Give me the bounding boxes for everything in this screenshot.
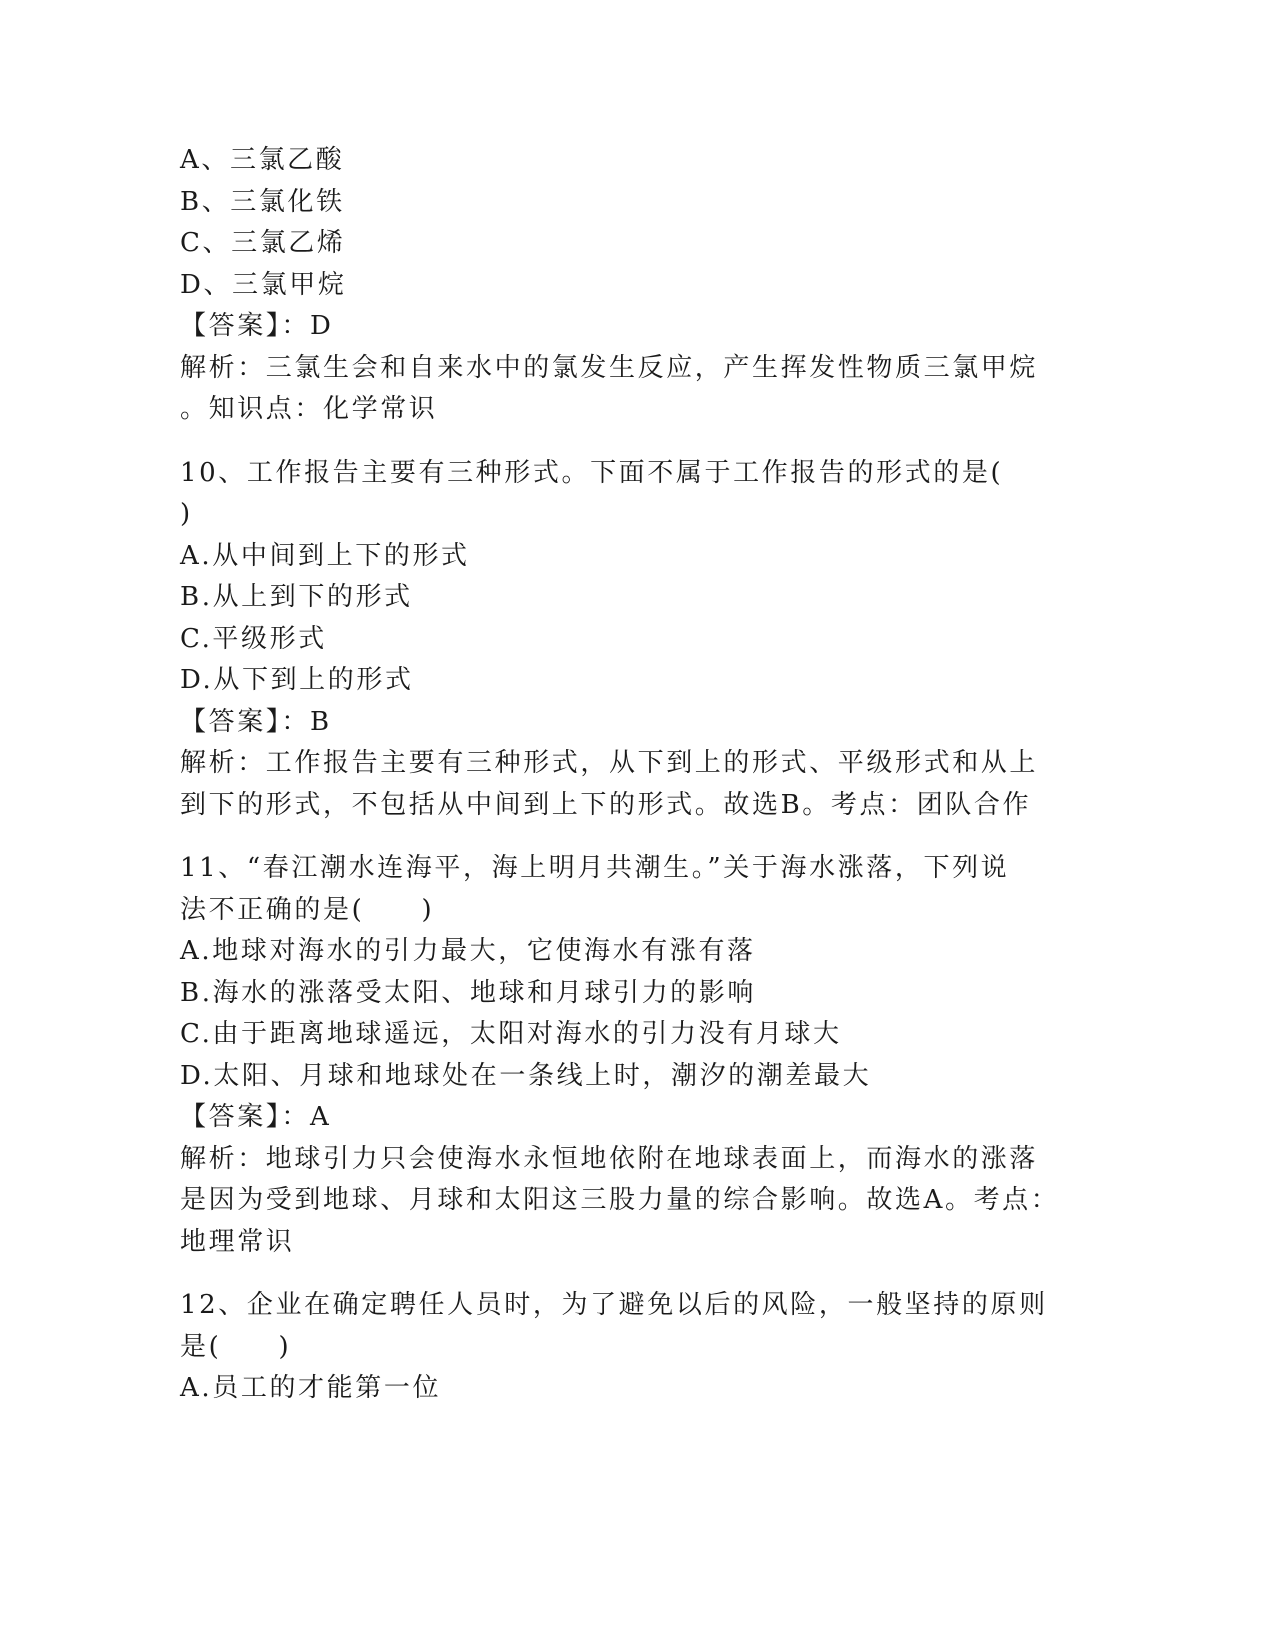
question-stem: 11、“春江潮水连海平，海上明月共潮生。”关于海水涨落，下列说 bbox=[180, 853, 1010, 883]
question-stem: 12、企业在确定聘任人员时，为了避免以后的风险，一般坚持的原则 bbox=[180, 1290, 1048, 1320]
answer: 【答案】：D bbox=[180, 311, 334, 341]
option-c: C.由于距离地球遥远，太阳对海水的引力没有月球大 bbox=[180, 1019, 842, 1049]
answer: 【答案】：A bbox=[180, 1102, 332, 1132]
analysis-line: 解析：三氯生会和自来水中的氯发生反应，产生挥发性物质三氯甲烷 bbox=[180, 352, 1039, 383]
option-a: A.从中间到上下的形式 bbox=[180, 540, 470, 571]
option-b: B.海水的涨落受太阳、地球和月球引力的影响 bbox=[180, 977, 756, 1008]
question-12-block bbox=[180, 1285, 1060, 1410]
analysis-line: 是因为受到地球、月球和太阳这三股力量的综合影响。故选A。考点： bbox=[180, 1185, 1060, 1215]
analysis-line: 。知识点：化学常识 bbox=[180, 394, 438, 424]
option-a: A.员工的才能第一位 bbox=[180, 1373, 442, 1403]
option-b: B.从上到下的形式 bbox=[180, 582, 413, 612]
option-b: B、三氯化铁 bbox=[180, 186, 345, 217]
question-10-block bbox=[180, 453, 1060, 827]
question-9-block bbox=[180, 140, 1060, 431]
analysis-line: 解析：地球引力只会使海水永恒地依附在地球表面上，而海水的涨落 bbox=[180, 1143, 1039, 1174]
option-a: A、三氯乙酸 bbox=[180, 145, 345, 175]
option-d: D、三氯甲烷 bbox=[180, 269, 347, 300]
question-stem: ) bbox=[180, 499, 193, 529]
option-c: C.平级形式 bbox=[180, 623, 327, 654]
analysis-line: 解析：工作报告主要有三种形式，从下到上的形式、平级形式和从上 bbox=[180, 748, 1039, 778]
option-c: C、三氯乙烯 bbox=[180, 228, 346, 258]
question-stem: 法不正确的是( ) bbox=[180, 894, 435, 925]
question-11-block bbox=[180, 848, 1060, 1263]
question-stem: 10、工作报告主要有三种形式。下面不属于工作报告的形式的是( bbox=[180, 457, 1004, 488]
question-stem: 是( ) bbox=[180, 1331, 292, 1362]
analysis-line: 地理常识 bbox=[180, 1226, 295, 1257]
answer: 【答案】：B bbox=[180, 706, 332, 737]
option-a: A.地球对海水的引力最大，它使海水有涨有落 bbox=[180, 936, 756, 966]
exam-page bbox=[180, 140, 1060, 1410]
option-d: D.从下到上的形式 bbox=[180, 665, 414, 695]
analysis-line: 到下的形式，不包括从中间到上下的形式。故选B。考点：团队合作 bbox=[180, 789, 1032, 820]
option-d: D.太阳、月球和地球处在一条线上时，潮汐的潮差最大 bbox=[180, 1060, 872, 1091]
